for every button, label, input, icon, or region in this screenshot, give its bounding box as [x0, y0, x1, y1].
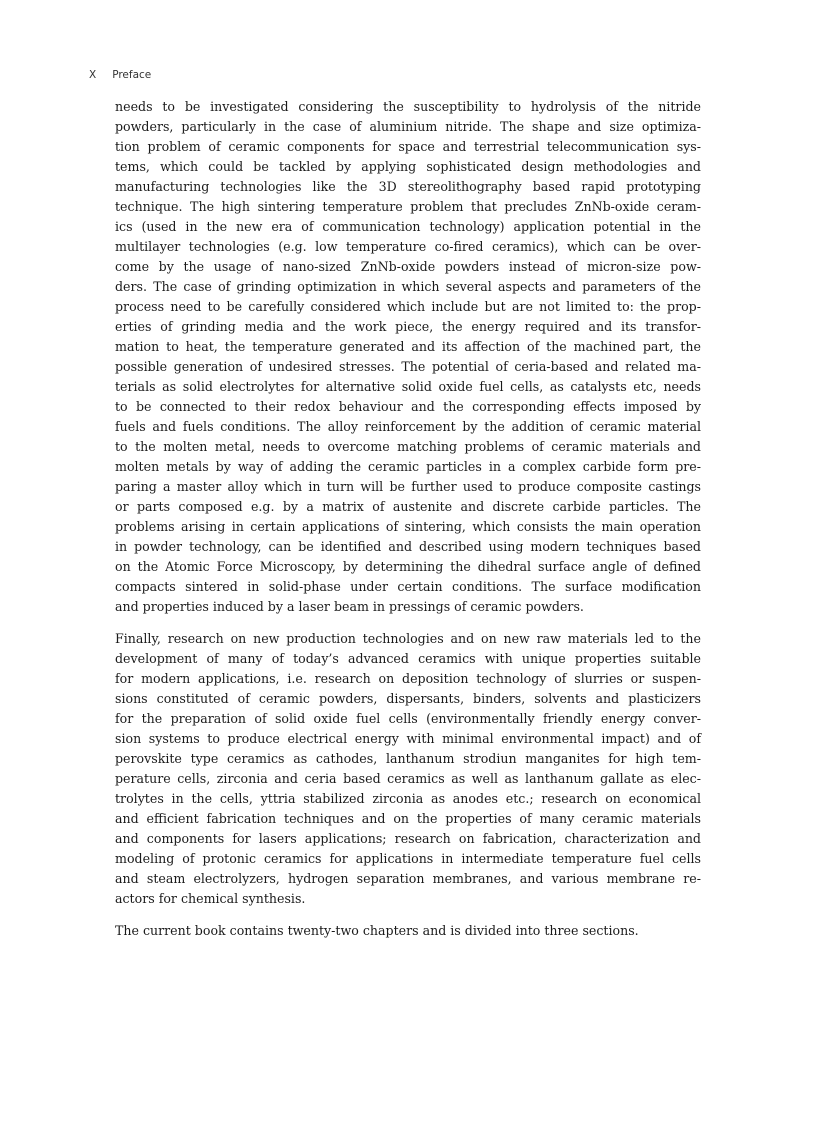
page-number: X	[89, 69, 97, 81]
text-line: ics (used in the new era of communication technology) application potential in the	[115, 219, 701, 234]
paragraph	[115, 921, 701, 941]
text-line: fuels and fuels conditions. The alloy reinforcement by the addition of ceramic material	[115, 419, 701, 434]
text-line: trolytes in the cells, yttria stabilized zirconia as anodes etc.; research on economical	[115, 791, 701, 806]
text-line: possible generation of undesired stresses. The potential of ceria-based and related ma-	[115, 359, 701, 374]
text-line: terials as solid electrolytes for alternative solid oxide fuel cells, as catalysts etc, needs	[115, 379, 701, 394]
text-line: modeling of protonic ceramics for applications in intermediate temperature fuel cells	[115, 851, 701, 866]
text-line: powders, particularly in the case of aluminium nitride. The shape and size optimiza-	[115, 119, 701, 134]
text-line: needs to be investigated considering the susceptibility to hydrolysis of the nitride	[115, 99, 701, 114]
text-line: The current book contains twenty-two chapters and is divided into three sections.	[115, 923, 639, 938]
text-line: for the preparation of solid oxide fuel cells (environmentally friendly energy conver-	[115, 711, 701, 726]
body-text	[115, 97, 701, 953]
text-line: multilayer technologies (e.g. low temperature co-fired ceramics), which can be over-	[115, 239, 701, 254]
text-line: to the molten metal, needs to overcome matching problems of ceramic materials and	[115, 439, 701, 454]
text-line: come by the usage of nano-sized ZnNb-oxide powders instead of micron-size pow-	[115, 259, 701, 274]
text-line: problems arising in certain applications of sintering, which consists the main operation	[115, 519, 701, 534]
page-header	[89, 69, 151, 81]
text-line: and efficient fabrication techniques and on the properties of many ceramic materials	[115, 811, 701, 826]
text-line: perature cells, zirconia and ceria based ceramics as well as lanthanum gallate as elec-	[115, 771, 701, 786]
text-line: erties of grinding media and the work piece, the energy required and its transfor-	[115, 319, 701, 334]
text-line: process need to be carefully considered which include but are not limited to: the prop-	[115, 299, 701, 314]
text-line: sions constituted of ceramic powders, dispersants, binders, solvents and plasticizers	[115, 691, 701, 706]
text-line: perovskite type ceramics as cathodes, lanthanum strodiun manganites for high tem-	[115, 751, 701, 766]
text-line: technique. The high sintering temperature problem that precludes ZnNb-oxide ceram-	[115, 199, 701, 214]
paragraph	[115, 97, 701, 617]
text-line: and components for lasers applications; research on fabrication, characterization and	[115, 831, 701, 846]
text-line: tion problem of ceramic components for space and terrestrial telecommunication sys-	[115, 139, 701, 154]
text-line: and properties induced by a laser beam in pressings of ceramic powders.	[115, 599, 584, 614]
text-line: actors for chemical synthesis.	[115, 891, 306, 906]
text-line: manufacturing technologies like the 3D stereolithography based rapid prototyping	[115, 179, 701, 194]
paragraph	[115, 629, 701, 909]
text-line: or parts composed e.g. by a matrix of austenite and discrete carbide particles. The	[115, 499, 701, 514]
text-line: in powder technology, can be identified and described using modern techniques based	[115, 539, 701, 554]
text-line: to be connected to their redox behaviour and the corresponding effects imposed by	[115, 399, 701, 414]
text-line: sion systems to produce electrical energy with minimal environmental impact) and of	[115, 731, 701, 746]
text-line: development of many of today’s advanced ceramics with unique properties suitable	[115, 651, 701, 666]
text-line: compacts sintered in solid-phase under certain conditions. The surface modification	[115, 579, 701, 594]
text-line: paring a master alloy which in turn will be further used to produce composite castings	[115, 479, 701, 494]
text-line: tems, which could be tackled by applying sophisticated design methodologies and	[115, 159, 701, 174]
text-line: Finally, research on new production technologies and on new raw materials led to the	[115, 631, 701, 646]
text-line: and steam electrolyzers, hydrogen separation membranes, and various membrane re-	[115, 871, 701, 886]
text-line: mation to heat, the temperature generated and its affection of the machined part, the	[115, 339, 701, 354]
text-line: molten metals by way of adding the ceramic particles in a complex carbide form pre-	[115, 459, 701, 474]
text-line: for modern applications, i.e. research on deposition technology of slurries or suspen-	[115, 671, 701, 686]
text-line: on the Atomic Force Microscopy, by determining the dihedral surface angle of defined	[115, 559, 701, 574]
running-title: Preface	[112, 69, 152, 81]
text-line: ders. The case of grinding optimization in which several aspects and parameters of the	[115, 279, 701, 294]
